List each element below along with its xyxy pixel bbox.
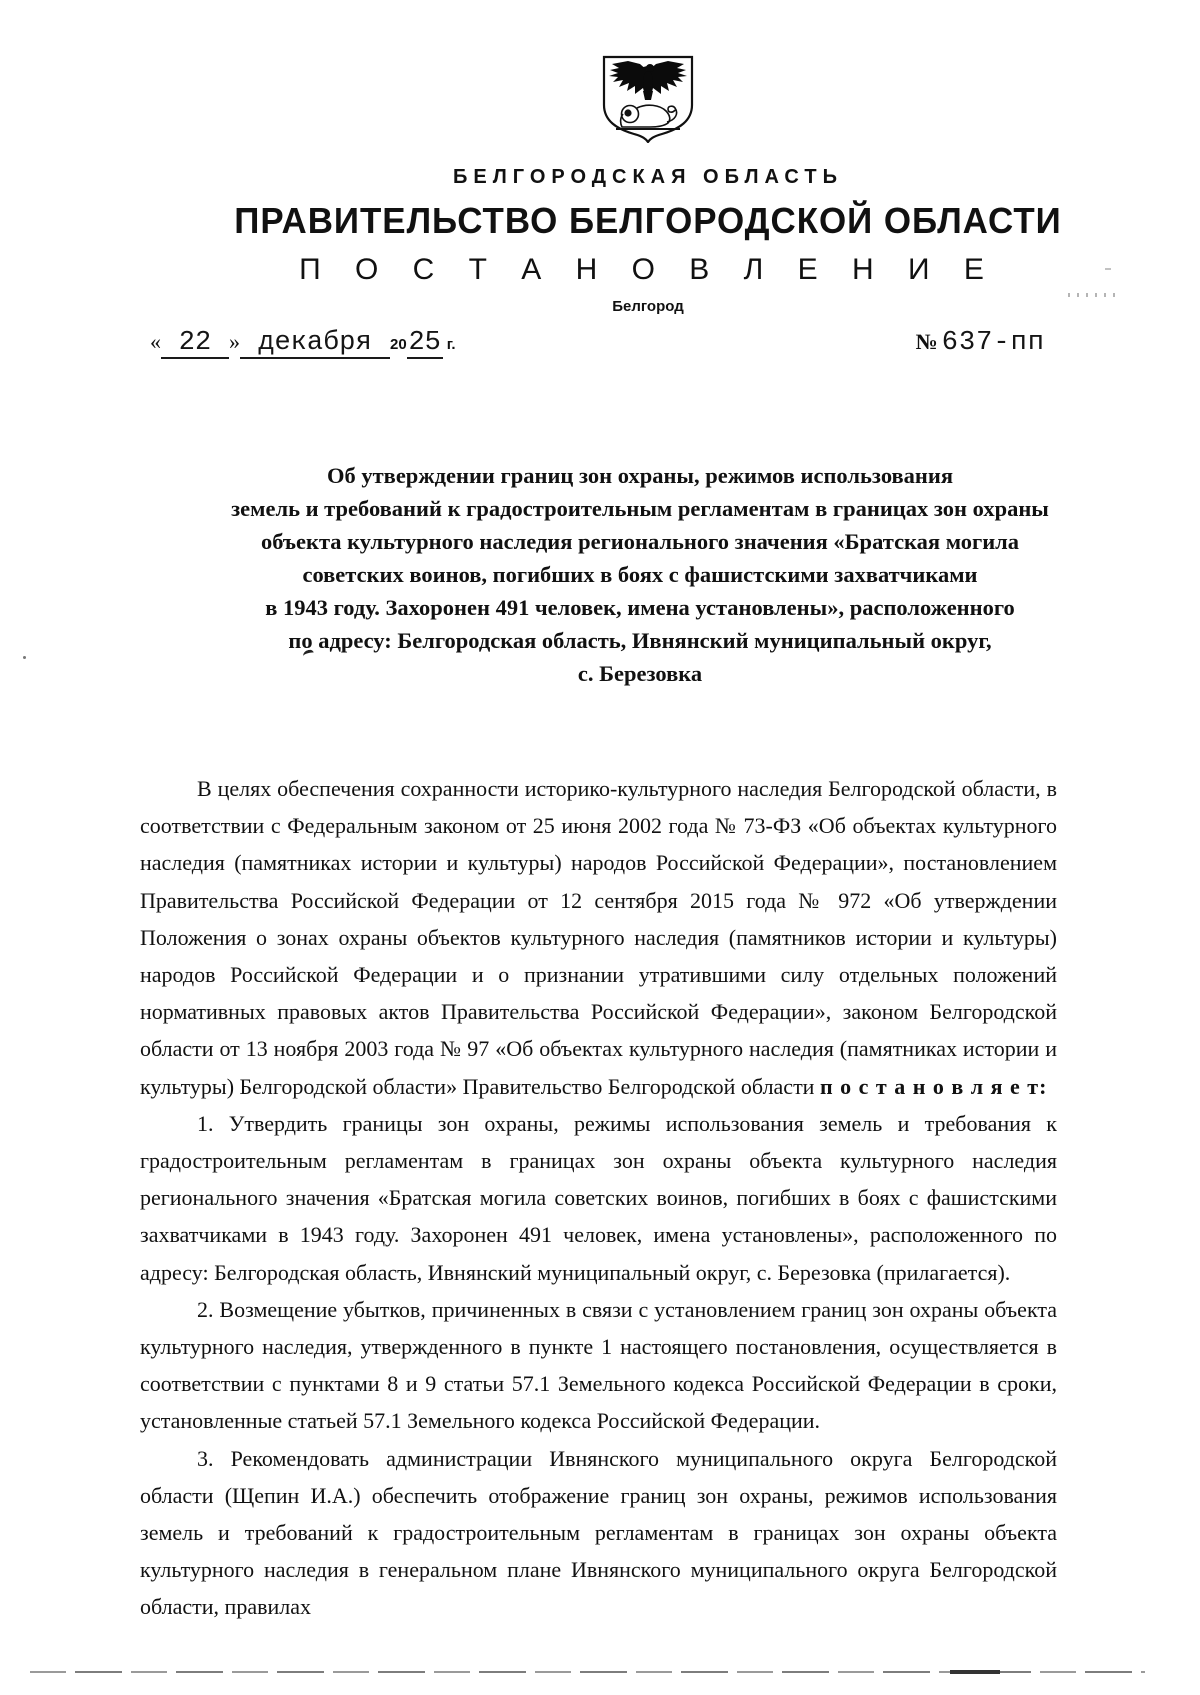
title-line: в 1943 году. Захоронен 491 человек, имена установлены», расположенного <box>265 595 1015 620</box>
preamble-text: В целях обеспечения сохранности историко-культурного наследия Белгородской области, в соответствии с Федеральным законом от 25 июня 2002 года № 73-ФЗ «Об объектах культурного наследия (памятниках истории и культуры) народов Российской Федерации», постановлением Правительства Российской Федерации от 12 сентября 2015 года № 972 «Об утверждении Положения о зонах охраны объектов культурного наследия (памятников истории и культуры) народов Российской Федерации и о признании утратившими силу отдельных положений нормативных правовых актов Правительства Российской Федерации», законом Белгородской области от 13 ноября 2003 года № 97 «Об объектах культурного наследия (памятниках истории и культуры) Белгородской области» Правительство Белгородской области <box>140 776 1057 1099</box>
scan-artifact-dot <box>23 656 26 659</box>
body-paragraph-item-3: 3. Рекомендовать администрации Ивнянского муниципального округа Белгородской области (Щепин И.А.) обеспечить отображение границ зон охраны, режимов использования земель и требований к градостроительным регламентам в границах зон охраны объекта культурного наследия в генеральном плане Ивнянского муниципального округа Белгородской области, правилах <box>140 1445 1057 1620</box>
year-unit: г. <box>446 336 456 353</box>
title-line: по адресу: Белгородская область, Ивнянский муниципальный округ, <box>288 628 992 653</box>
resolves-keyword: п о с т а н о в л я е т: <box>819 1073 1048 1099</box>
scan-artifact-speck <box>1105 268 1111 270</box>
document-header <box>0 55 1200 314</box>
place-name: Белгород <box>612 298 684 315</box>
document-number-group <box>916 328 1045 358</box>
title-line: с. Березовка <box>577 661 703 686</box>
document-title <box>150 459 1090 690</box>
document-type-heading: П О С Т А Н О В Л Е Н И Е <box>299 253 997 286</box>
document-number: 637-пп <box>941 328 1045 358</box>
date-line <box>150 329 456 359</box>
body-paragraph-preamble <box>140 770 1057 1105</box>
opening-quote: « <box>150 329 161 354</box>
year-prefix: 20 <box>390 336 407 353</box>
scan-artifact-squiggle <box>302 649 314 660</box>
month-value: декабря <box>240 330 390 359</box>
scan-artifact-specks <box>1068 293 1118 297</box>
region-name: БЕЛГОРОДСКАЯ ОБЛАСТЬ <box>453 166 843 188</box>
scan-artifact-bottom-dash <box>950 1670 1000 1674</box>
title-line: объекта культурного наследия регионального значения «Братская могила <box>260 529 1020 554</box>
title-line: земель и требований к градостроительным регламентам в границах зон охраны <box>231 496 1049 521</box>
year-value: 25 <box>408 328 441 358</box>
body-paragraph-item-1: 1. Утвердить границы зон охраны, режимы использования земель и требования к градостроительным регламентам в границах зон охраны объекта культурного наследия регионального значения «Братская могила советских воинов, погибших в боях с фашистскими захватчиками в 1943 году. Захоронен 491 человек, имена установлены», расположенного по адресу: Белгородская область, Ивнянский муниципальный округ, с. Березовка (прилагается). <box>140 1110 1057 1285</box>
document-body <box>140 770 1057 1626</box>
closing-quote: » <box>229 329 240 354</box>
number-sign: № <box>915 329 938 354</box>
body-paragraph-item-2: 2. Возмещение убытков, причиненных в связи с установлением границ зон охраны объекта культурного наследия, утвержденного в пункте 1 настоящего постановления, осуществляется в соответствии с пунктами 8 и 9 статьи 57.1 Земельного кодекса Российской Федерации в сроки, установленные статьей 57.1 Земельного кодекса Российской Федерации. <box>140 1296 1057 1434</box>
day-value: 22 <box>161 330 229 359</box>
coat-of-arms-icon <box>600 55 696 143</box>
title-line: советских воинов, погибших в боях с фашистскими захватчиками <box>302 562 978 587</box>
authority-name: ПРАВИТЕЛЬСТВО БЕЛГОРОДСКОЙ ОБЛАСТИ <box>234 200 1062 241</box>
date-number-row <box>150 328 1045 359</box>
title-line: Об утверждении границ зон охраны, режимов использования <box>326 463 954 488</box>
